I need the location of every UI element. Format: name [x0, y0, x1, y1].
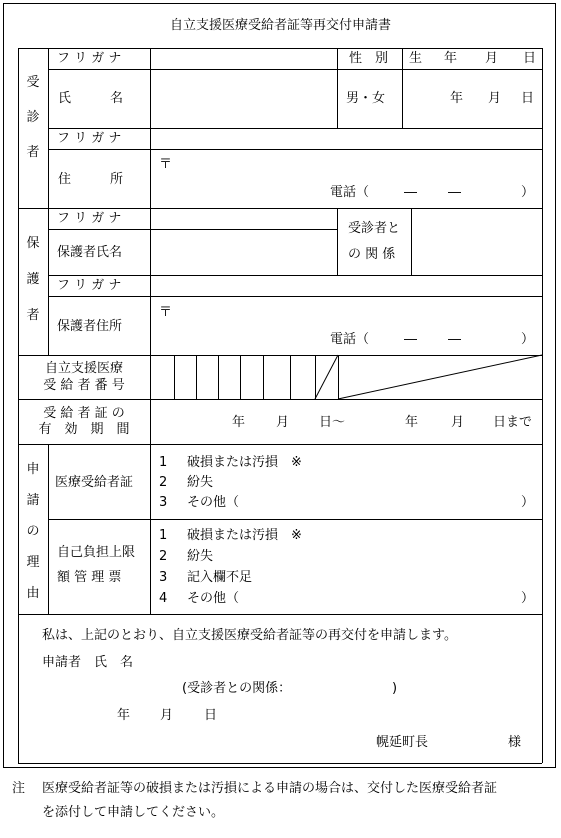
limit-option-1-text: 破損または汚損 ※	[187, 528, 302, 543]
rule	[18, 208, 542, 209]
relation-label: 受診者と	[348, 221, 401, 236]
dob-year: 年	[450, 91, 464, 106]
phone-dash: ―	[404, 332, 417, 347]
rule	[337, 48, 338, 128]
form-title: 自立支援医療受給者証等再交付申請書	[169, 18, 391, 33]
patient-address-label: 住 所	[58, 172, 124, 187]
phone-dash: ―	[448, 332, 461, 347]
postal-mark: 〒	[159, 305, 173, 320]
rule	[18, 355, 542, 356]
validity-label: 受 給 者 証 の	[43, 406, 125, 421]
dob-header-4: 日	[523, 51, 537, 66]
phone-dash: ―	[404, 185, 417, 200]
phone-close: ）	[521, 185, 535, 200]
rule	[48, 296, 542, 297]
patient-furigana-label: フ リ ガ ナ	[57, 51, 122, 66]
addressee-honorific: 様	[508, 735, 522, 750]
patient-address-furigana-label: フ リ ガ ナ	[57, 131, 122, 146]
validity-to-month: 月	[451, 415, 465, 430]
cert-option-3-num: 3	[159, 495, 168, 510]
dob-header-3: 月	[485, 51, 499, 66]
cert-option-2-num: 2	[159, 475, 168, 490]
sex-label: 性 別	[349, 51, 389, 66]
dob-header-1: 生	[409, 51, 423, 66]
table-right-line	[542, 48, 543, 763]
declaration-year: 年	[117, 708, 131, 723]
dob-day: 日	[521, 91, 535, 106]
rule	[48, 275, 542, 276]
applicant-name-label: 申請者 氏 名	[42, 655, 134, 670]
applicant-relation-close: )	[392, 681, 398, 696]
guardian-address-furigana-label: フ リ ガ ナ	[57, 278, 122, 293]
applicant-relation-label: (受診者との関係：	[182, 681, 292, 696]
cert-option-1-num: 1	[159, 455, 168, 470]
note-line-1: 医療受給者証等の破損または汚損による申請の場合は、交付した医療受給者証	[42, 781, 498, 796]
validity-from-day: 日～	[319, 415, 346, 430]
sex-value: 男・女	[346, 91, 386, 106]
rule	[337, 208, 338, 275]
number-box-divider	[218, 355, 219, 399]
rule	[48, 128, 542, 129]
declaration-day: 日	[204, 708, 218, 723]
validity-from-year: 年	[232, 415, 246, 430]
postal-mark: 〒	[159, 157, 173, 172]
validity-to-year: 年	[405, 415, 419, 430]
limit-option-2-num: 2	[159, 549, 168, 564]
guardian-furigana-label: フ リ ガ ナ	[57, 211, 122, 226]
number-box-divider	[290, 355, 291, 399]
phone-label: 電話（	[330, 332, 370, 347]
limit-option-4-text: その他（	[187, 591, 240, 606]
limit-option-1-num: 1	[159, 528, 168, 543]
cert-option-2-text: 紛失	[187, 475, 214, 490]
rule	[48, 149, 542, 150]
declaration-statement: 私は、上記のとおり、自立支援医療受給者証等の再交付を申請します。	[42, 628, 457, 643]
rule	[48, 229, 337, 230]
table-bottom-line	[18, 614, 542, 615]
phone-close: ）	[521, 332, 535, 347]
rule	[48, 444, 49, 614]
number-box-divider	[174, 355, 175, 399]
table-top-line	[18, 48, 542, 49]
recipient-number-label: 受 給 者 番 号	[43, 378, 125, 393]
note-line-2: を添付して申請してください。	[42, 805, 225, 820]
dob-header-2: 年	[444, 51, 458, 66]
guardian-address-label: 保護者住所	[57, 319, 123, 334]
cert-option-1-text: 破損または汚損 ※	[187, 455, 302, 470]
relation-label: の 関 係	[348, 247, 396, 262]
limit-reason-label: 額 管 理 票	[57, 570, 122, 585]
number-box-divider	[240, 355, 241, 399]
declaration-bottom-line	[18, 763, 542, 764]
cert-option-3-close: ）	[521, 495, 535, 510]
limit-option-2-text: 紛失	[187, 549, 214, 564]
patient-group-label: 受 診 者	[26, 75, 40, 160]
cert-option-3-text: その他（	[187, 495, 240, 510]
rule	[402, 48, 403, 128]
recipient-number-label: 自立支援医療	[44, 361, 123, 376]
rule	[18, 399, 542, 400]
patient-name-label: 氏 名	[58, 91, 124, 106]
limit-option-3-num: 3	[159, 570, 168, 585]
phone-label: 電話（	[330, 185, 370, 200]
number-box-divider	[315, 355, 316, 399]
validity-to-day: 日まで	[493, 415, 533, 430]
number-box-divider	[338, 355, 339, 399]
declaration-month: 月	[160, 708, 174, 723]
guardian-group-label: 保 護 者	[26, 236, 40, 323]
dob-month: 月	[488, 91, 502, 106]
validity-from-month: 月	[276, 415, 290, 430]
rule	[48, 48, 49, 355]
guardian-name-label: 保護者氏名	[57, 245, 123, 260]
phone-dash: ―	[448, 185, 461, 200]
rule	[48, 69, 542, 70]
limit-option-4-num: 4	[159, 591, 168, 606]
limit-reason-label: 自己負担上限	[57, 545, 136, 560]
validity-label: 有 効 期 間	[38, 422, 130, 437]
addressee: 幌延町長	[376, 735, 429, 750]
rule	[411, 208, 412, 275]
limit-option-3-text: 記入欄不足	[187, 570, 253, 585]
table-left-line	[18, 48, 19, 763]
number-box-divider	[263, 355, 264, 399]
rule	[48, 519, 542, 520]
reason-group-label: 申 請 の 理 由	[26, 462, 40, 601]
rule	[150, 48, 151, 614]
limit-option-4-close: ）	[521, 591, 535, 606]
number-box-divider	[196, 355, 197, 399]
note-mark: 注	[12, 781, 26, 796]
cert-reason-label: 医療受給者証	[55, 475, 134, 490]
rule	[18, 444, 542, 445]
